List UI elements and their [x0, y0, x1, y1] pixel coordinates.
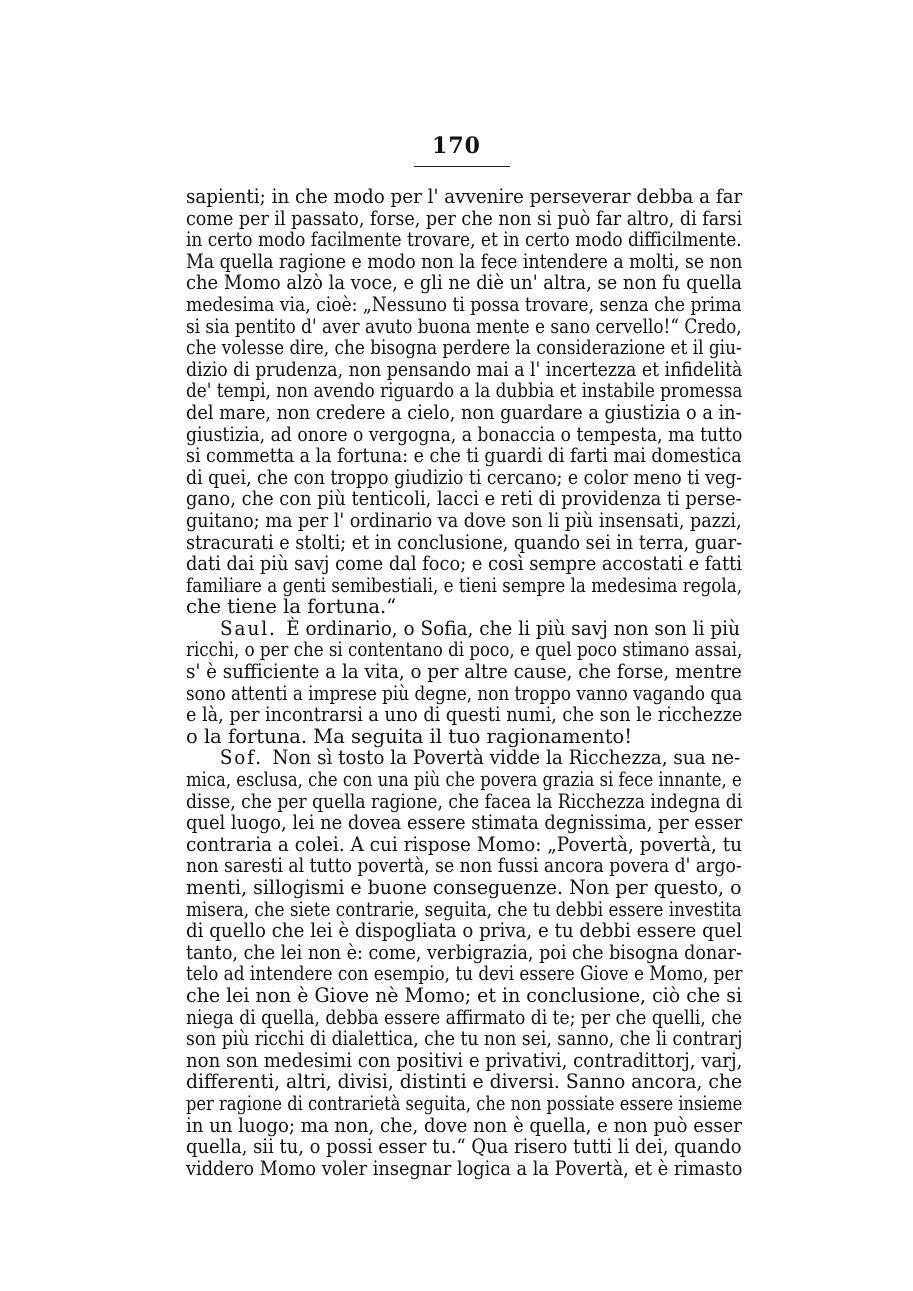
- body-text: [186, 186, 742, 1179]
- text-line: si sia pentito d' aver avuto buona mente e sano cervello!“ Credo,: [186, 314, 742, 338]
- text-line: per ragione di contrarietà seguita, che non possiate essere insieme: [186, 1091, 743, 1115]
- text-line: niega di quella, debba essere affirmato di te; per che quelli, che: [186, 1005, 743, 1029]
- text-line: mica, esclusa, che con una più che povera grazia si fece innante, e: [186, 768, 742, 792]
- text-line: che tiene la fortuna.“: [186, 595, 397, 619]
- text-line: differenti, altri, divisi, distinti e diversi. Sanno ancora, che: [186, 1070, 743, 1094]
- text-line: menti, sillogismi e buone conseguenze. Non per questo, o: [186, 876, 742, 899]
- text-line: non saresti al tutto povertà, se non fussi ancora povera d' argo-: [186, 854, 742, 878]
- text-line: che Momo alzò la voce, e gli ne diè un' altra, se non fu quella: [186, 271, 742, 295]
- text-line: quella, sii tu, o possi esser tu.“ Qua risero tutti li dei, quando: [186, 1135, 742, 1159]
- text-line: che volesse dire, che bisogna perdere la considerazione et il giu-: [186, 336, 742, 360]
- text-line: familiare a genti semibestiali, e tieni sempre la medesima regola,: [186, 573, 743, 597]
- text-line: de' tempi, non avendo riguardo a la dubbia et instabile promessa: [186, 379, 743, 403]
- text-line: dati dai più savj come dal foco; e così sempre accostati e fatti: [186, 552, 742, 576]
- text-line: di quei, che con troppo giudizio ti cercano; e color meno ti veg-: [186, 465, 743, 489]
- text-line: in un luogo; ma non, che, dove non è quella, e non può esser: [186, 1113, 742, 1137]
- text-line: telo ad intendere con esempio, tu devi essere Giove e Momo, per: [186, 962, 743, 986]
- text-line: quel luogo, lei ne dovea essere stimata degnissima, per esser: [186, 811, 743, 835]
- text-line: giustizia, ad onore o vergogna, a bonaccia o tempesta, ma tutto: [186, 422, 743, 446]
- text-line: stracurati e stolti; et in conclusione, quando sei in terra, guar-: [186, 530, 743, 554]
- text-line: gano, che con più tenticoli, lacci e reti di providenza ti perse-: [186, 487, 742, 511]
- paragraph-line: [186, 746, 741, 770]
- text-line: son più ricchi di dialettica, che tu non sei, sanno, che li contrarj: [186, 1027, 743, 1051]
- text-line: e là, per incontrarsi a uno di questi numi, che son le ricchezze: [186, 703, 743, 727]
- text-line: in certo modo facilmente trovare, et in certo modo difficilmente.: [186, 228, 742, 252]
- text-line: dizio di prudenza, non pensando mai a l' incertezza et infidelità: [186, 357, 743, 381]
- text-line: sono attenti a imprese più degne, non troppo vanno vagando qua: [186, 681, 742, 705]
- text-line: non son medesimi con positivi e privativi, contradittorj, varj,: [186, 1048, 743, 1072]
- text-line: si commetta a la fortuna: e che ti guardi di farti mai domestica: [186, 444, 742, 468]
- text-line: misera, che siete contrarie, seguita, che tu debbi essere investita: [186, 897, 742, 921]
- text-line: sapienti; in che modo per l' avvenire perseverar debba a far: [186, 185, 743, 208]
- text-line: contraria a colei. A cui rispose Momo: „Povertà, povertà, tu: [186, 832, 742, 856]
- text-line: viddero Momo voler insegnar logica a la Povertà, et è rimasto: [186, 1156, 743, 1180]
- speaker-label: Saul.: [220, 616, 277, 640]
- paragraph-line: [186, 616, 740, 640]
- speaker-label: Sof.: [219, 746, 263, 770]
- text-line: disse, che per quella ragione, che facea la Ricchezza indegna di: [186, 789, 743, 813]
- text-line: guitano; ma per l' ordinario va dove son li più insensati, pazzi,: [186, 508, 742, 532]
- text-line: ricchi, o per che si contentano di poco, e quel poco stimano assai,: [186, 638, 743, 662]
- text-line: tanto, che lei non è: come, verbigrazia, poi che bisogna donar-: [186, 940, 742, 964]
- text-line: medesima via, cioè: „Nessuno ti possa trovare, senza che prima: [186, 292, 742, 316]
- text-line: del mare, non credere a cielo, non guardare a giustizia o a in-: [186, 400, 742, 424]
- text-line: Non sì tosto la Povertà vidde la Ricchezza, sua ne-: [272, 746, 741, 770]
- text-line: di quello che lei è dispogliata o priva, e tu debbi essere quel: [186, 919, 743, 943]
- text-line: o la fortuna. Ma seguita il tuo ragionamento!: [186, 724, 633, 748]
- text-line: s' è sufficiente a la vita, o per altre cause, che forse, mentre: [186, 660, 742, 684]
- text-line: che lei non è Giove nè Momo; et in conclusione, ciò che si: [186, 983, 743, 1007]
- text-line: come per il passato, forse, per che non si può far altro, di farsi: [186, 206, 743, 230]
- text-line: È ordinario, o Sofia, che li più savj non son li più: [286, 616, 740, 640]
- page-number: 170: [432, 133, 481, 159]
- header-rule: [414, 166, 510, 167]
- text-line: Ma quella ragione e modo non la fece intendere a molti, se non: [186, 249, 743, 273]
